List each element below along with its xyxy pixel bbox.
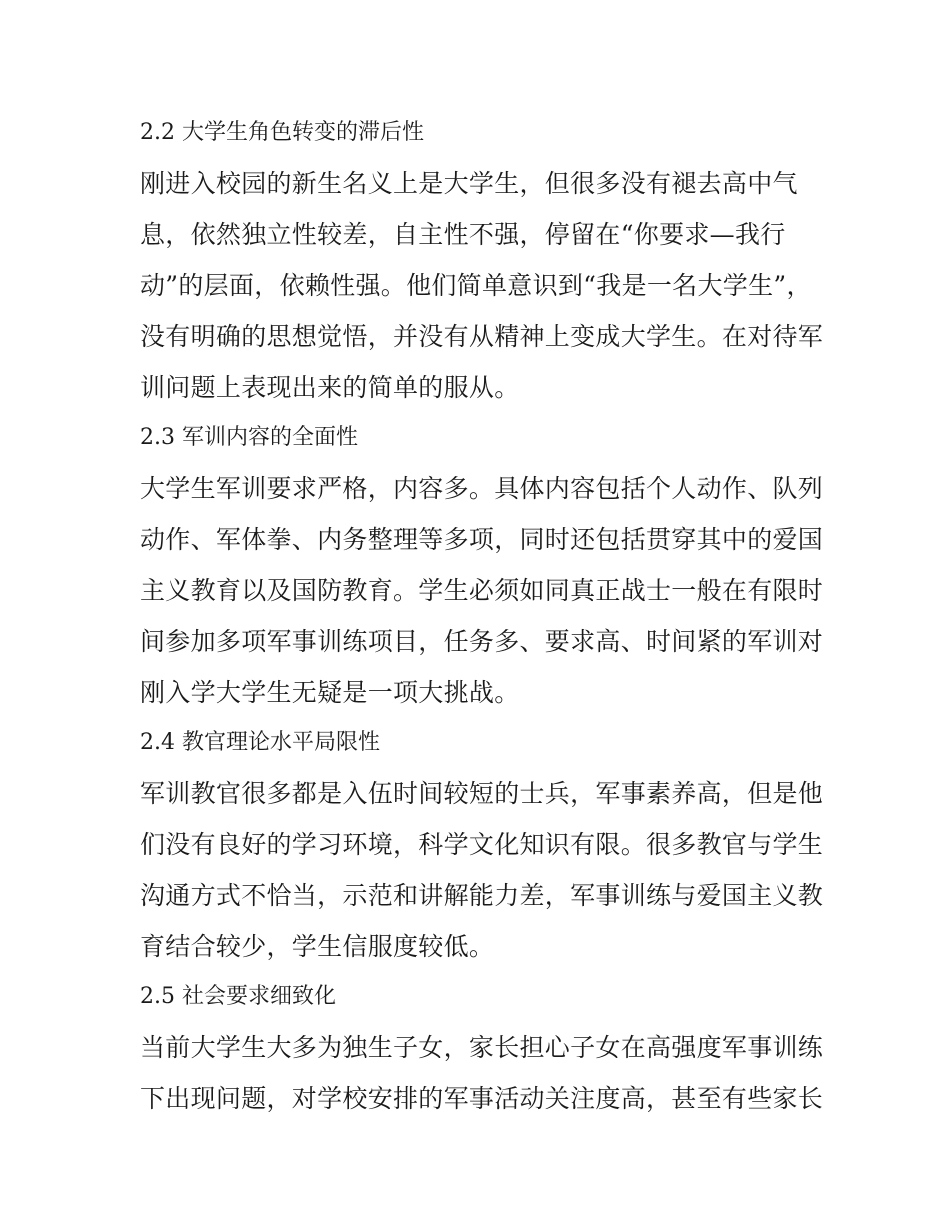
paragraph-line: 刚进入校园的新生名义上是大学生，但很多没有褪去高中气 [140,169,798,198]
paragraph-line: 们没有良好的学习环境，科学文化知识有限。很多教官与学生 [140,830,824,859]
section-heading: 2.5 社会要求细致化 [140,984,336,1009]
document-page [140,108,824,1124]
paragraph-line: 下出现问题，对学校安排的军事活动关注度高，甚至有些家长 [140,1084,824,1113]
paragraph-line: 刚入学大学生无疑是一项大挑战。 [140,678,520,707]
paragraph-line: 当前大学生大多为独生子女，家长担心子女在高强度军事训练 [140,1033,824,1062]
paragraph-line: 动”的层面，依赖性强。他们简单意识到“我是一名大学生”， [140,271,812,300]
paragraph-line: 大学生军训要求严格，内容多。具体内容包括个人动作、队列 [140,474,824,503]
paragraph-line: 息，依然独立性较差，自主性不强，停留在“你要求—我行 [140,220,786,249]
section-heading: 2.2 大学生角色转变的滞后性 [140,120,424,145]
paragraph-line: 训问题上表现出来的简单的服从。 [140,373,520,402]
paragraph-line: 沟通方式不恰当，示范和讲解能力差，军事训练与爱国主义教 [140,881,824,910]
section-heading: 2.4 教官理论水平局限性 [140,730,380,755]
section-2-5 [140,972,824,1124]
section-heading: 2.3 军训内容的全面性 [140,425,358,450]
paragraph-line: 动作、军体拳、内务整理等多项，同时还包括贯穿其中的爱国 [140,525,824,554]
paragraph-line: 间参加多项军事训练项目，任务多、要求高、时间紧的军训对 [140,627,824,656]
paragraph-line: 主义教育以及国防教育。学生必须如同真正战士一般在有限时 [140,576,824,605]
paragraph-line: 育结合较少，学生信服度较低。 [140,932,495,961]
paragraph-line: 没有明确的思想觉悟，并没有从精神上变成大学生。在对待军 [140,322,824,351]
paragraph-line: 军训教官很多都是入伍时间较短的士兵，军事素养高，但是他 [140,779,824,808]
section-2-2 [140,108,824,413]
section-2-4 [140,718,824,972]
section-2-3 [140,413,824,718]
